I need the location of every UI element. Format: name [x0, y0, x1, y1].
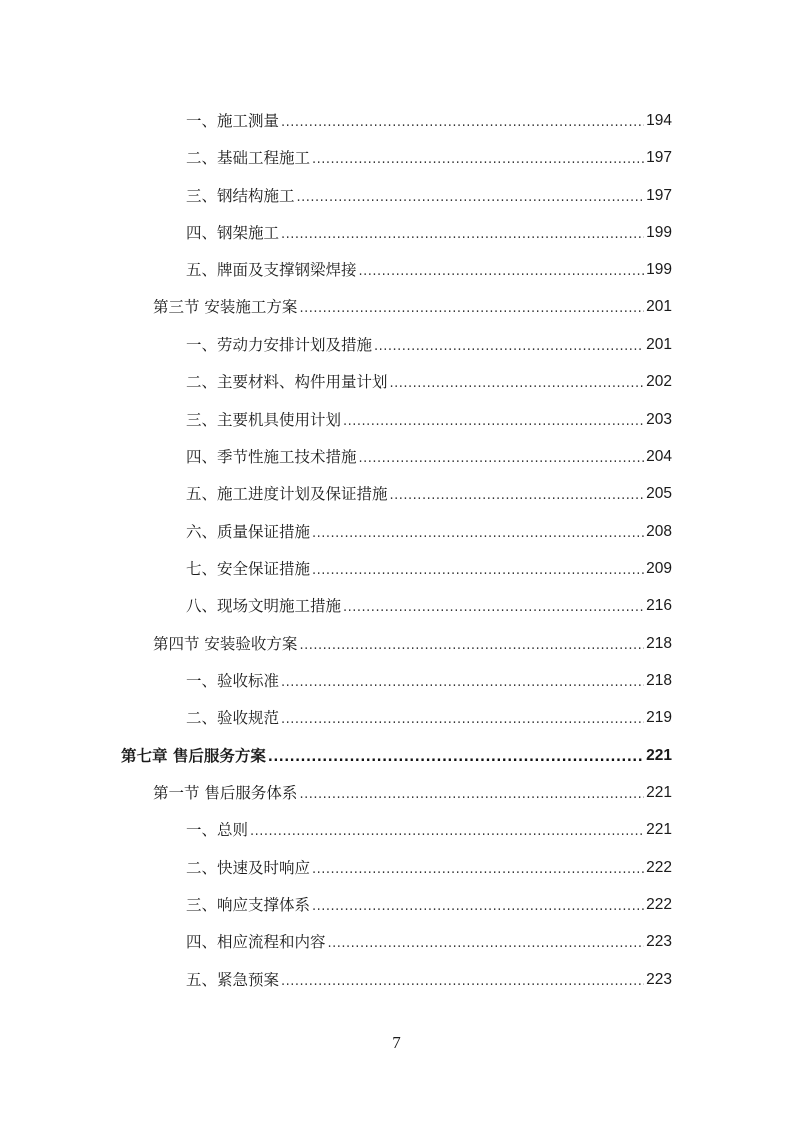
- toc-entry[interactable]: [153, 295, 672, 317]
- toc-entry-page: 201: [646, 336, 672, 353]
- toc-entry[interactable]: [186, 706, 672, 728]
- toc-entry-page: 218: [646, 635, 672, 652]
- toc-entry-title: 第三节 安装施工方案: [153, 298, 298, 316]
- dot-leader: [299, 787, 644, 803]
- toc-entry-page: 202: [646, 373, 672, 390]
- dot-leader: [281, 675, 644, 691]
- toc-entry[interactable]: [186, 557, 672, 579]
- toc-entry[interactable]: [153, 632, 672, 654]
- toc-entry-title: 一、施工测量: [186, 112, 280, 130]
- toc-entry[interactable]: [186, 445, 672, 467]
- toc-entry-page: 223: [646, 971, 672, 988]
- toc-entry-title: 一、验收标准: [186, 672, 280, 690]
- toc-entry-page: 216: [646, 597, 672, 614]
- dot-leader: [312, 563, 644, 579]
- dot-leader: [299, 638, 644, 654]
- dot-leader: [268, 750, 644, 766]
- toc-entry-page: 204: [646, 448, 672, 465]
- toc-entry[interactable]: [186, 408, 672, 430]
- toc-entry[interactable]: [186, 333, 672, 355]
- dot-leader: [328, 936, 645, 952]
- toc-entry-chapter[interactable]: [121, 744, 672, 766]
- toc-entry-title: 五、紧急预案: [186, 971, 280, 989]
- toc-entry[interactable]: [186, 184, 672, 206]
- toc-entry-page: 194: [646, 112, 672, 129]
- toc-entry-title: 五、施工进度计划及保证措施: [186, 485, 388, 503]
- toc-entry[interactable]: [186, 818, 672, 840]
- dot-leader: [281, 115, 644, 131]
- dot-leader: [281, 974, 644, 990]
- toc-entry[interactable]: [186, 482, 672, 504]
- toc-entry-title: 一、劳动力安排计划及措施: [186, 336, 373, 354]
- dot-leader: [343, 414, 644, 430]
- toc-entry-title: 二、基础工程施工: [186, 149, 311, 167]
- toc-entry[interactable]: [186, 520, 672, 542]
- toc-entry-title: 六、质量保证措施: [186, 523, 311, 541]
- dot-leader: [281, 227, 644, 243]
- toc-entry-title: 一、总则: [186, 821, 249, 839]
- toc-entry[interactable]: [186, 221, 672, 243]
- toc-entry[interactable]: [186, 146, 672, 168]
- dot-leader: [312, 899, 644, 915]
- toc-entry[interactable]: [186, 594, 672, 616]
- toc-entry-title: 第一节 售后服务体系: [153, 784, 298, 802]
- toc-entry-title: 三、响应支撑体系: [186, 896, 311, 914]
- dot-leader: [312, 152, 644, 168]
- toc-entry[interactable]: [186, 930, 672, 952]
- toc-entry-page: 197: [646, 149, 672, 166]
- toc-entry-page: 199: [646, 224, 672, 241]
- toc-entry-title: 二、快速及时响应: [186, 859, 311, 877]
- toc-entry-page: 219: [646, 709, 672, 726]
- toc-entry-title: 八、现场文明施工措施: [186, 597, 342, 615]
- toc-entry-title: 四、钢架施工: [186, 224, 280, 242]
- dot-leader: [359, 451, 645, 467]
- dot-leader: [359, 264, 645, 280]
- toc-entry-page: 205: [646, 485, 672, 502]
- toc-entry-title: 四、季节性施工技术措施: [186, 448, 357, 466]
- toc-entry[interactable]: [186, 258, 672, 280]
- toc-entry[interactable]: [186, 109, 672, 131]
- toc-entry-page: 223: [646, 933, 672, 950]
- toc-entry-page: 222: [646, 859, 672, 876]
- toc-entry-title: 二、验收规范: [186, 709, 280, 727]
- dot-leader: [390, 376, 645, 392]
- toc-entry-page: 222: [646, 896, 672, 913]
- toc-entry[interactable]: [186, 856, 672, 878]
- toc-entry-title: 三、主要机具使用计划: [186, 411, 342, 429]
- page-number: 7: [392, 1033, 401, 1052]
- dot-leader: [297, 190, 645, 206]
- toc-entry-page: 221: [646, 784, 672, 801]
- dot-leader: [312, 862, 644, 878]
- toc-entry-page: 199: [646, 261, 672, 278]
- dot-leader: [299, 301, 644, 317]
- toc-entry[interactable]: [186, 893, 672, 915]
- toc-entry-page: 203: [646, 411, 672, 428]
- toc-entry-title: 第七章 售后服务方案: [121, 747, 266, 765]
- toc-entry-title: 三、钢结构施工: [186, 187, 295, 205]
- toc-entry-page: 208: [646, 523, 672, 540]
- toc-entry[interactable]: [186, 669, 672, 691]
- dot-leader: [312, 526, 644, 542]
- toc-entry-title: 二、主要材料、构件用量计划: [186, 373, 388, 391]
- toc-entry-title: 五、牌面及支撑钢梁焊接: [186, 261, 357, 279]
- toc-entry-page: 218: [646, 672, 672, 689]
- dot-leader: [281, 712, 644, 728]
- toc-entry[interactable]: [186, 370, 672, 392]
- dot-leader: [343, 600, 644, 616]
- toc-entry-title: 第四节 安装验收方案: [153, 635, 298, 653]
- toc-entry-page: 209: [646, 560, 672, 577]
- toc-entry[interactable]: [186, 968, 672, 990]
- dot-leader: [390, 488, 645, 504]
- toc-entry-title: 四、相应流程和内容: [186, 933, 326, 951]
- toc-entry-page: 221: [646, 747, 672, 764]
- toc-entry-page: 201: [646, 298, 672, 315]
- toc-entry[interactable]: [153, 781, 672, 803]
- toc-entry-title: 七、安全保证措施: [186, 560, 311, 578]
- dot-leader: [250, 824, 644, 840]
- toc-entry-page: 197: [646, 187, 672, 204]
- dot-leader: [374, 339, 644, 355]
- toc-entry-page: 221: [646, 821, 672, 838]
